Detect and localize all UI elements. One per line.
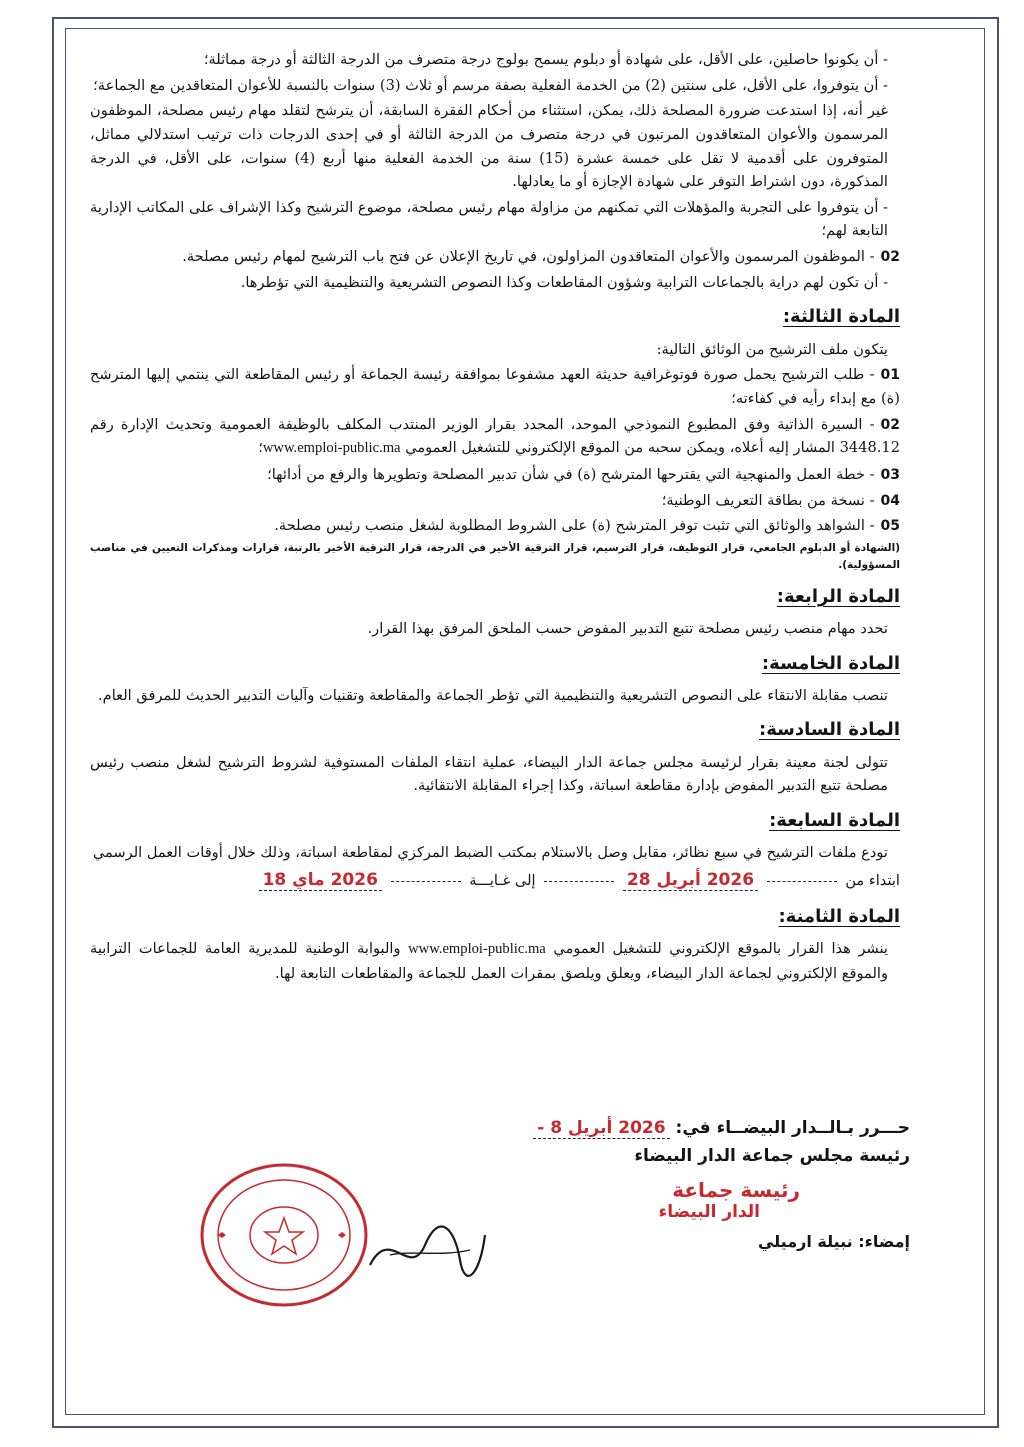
article-5-heading: المادة الخامسة: xyxy=(761,652,900,674)
dash-line xyxy=(391,880,461,882)
article-6-text: تتولى لجنة معينة بقرار لرئيسة مجلس جماعة الدار البيضاء، عملية انتقاء الملفات المستوفية لشروط الترشيح لشغل منصب رئيس مصلحة تتبع التدبير المفوض بإدارة مقاطعة اسباتة، وكذا إجراء المقابلة الانتقائية. xyxy=(90,753,888,795)
handwritten-city: الدار البيضاء xyxy=(658,1202,760,1222)
dash-line xyxy=(767,880,837,882)
item-number: 05 xyxy=(880,518,900,535)
article-6-heading: المادة السادسة: xyxy=(759,719,900,741)
handwritten-signature-icon xyxy=(360,1215,490,1285)
signatory-title: رئيسة مجلس جماعة الدار البيضاء xyxy=(634,1146,910,1166)
official-seal-icon xyxy=(198,1160,370,1310)
article-7-heading: المادة السابعة: xyxy=(769,809,900,831)
signing-place xyxy=(350,1118,910,1138)
item-end: ؛ xyxy=(258,439,263,457)
application-period xyxy=(90,867,900,895)
to-date: 2026 ماي 18 xyxy=(259,870,382,891)
condition-exception: غير أنه، إذا استدعت ضرورة المصلحة ذلك، يمكن، استثناء من أحكام الفقرة السابقة، أن يترشح لتقلد مهام رئيس مصلحة، الموظفون المرسمون والأعوان المتعاقدون المرتبون في درجة متصرف من الدرجة الثالثة أو في إحدى الدرجات ذات ترتيب استدلالي مماثل، المتوفرون على أقدمية لا تقل على خمسة عشرة (15) سنة من الخدمة الفعلية منها أربع (4) سنوات، على الأقل، في الدرجة المذكورة، دون اشتراط التوفر على شهادة الإجازة أو ما يعادلها. xyxy=(90,102,888,191)
item-number: 03 xyxy=(880,466,900,483)
article-4-heading: المادة الرابعة: xyxy=(776,585,900,607)
from-date: 2026 أبريل 28 xyxy=(623,870,758,891)
item-text: - طلب الترشيح يحمل صورة فوتوغرافية حديثة العهد مشفوعا بموافقة رئيسة الجماعة أو رئيس المقاطعة التي ينتمي إليها المترشح (ة) مع إبداء رأيه في كفاءته؛ xyxy=(90,366,900,407)
condition-diploma: - أن يكونوا حاصلين، على الأقل، على شهادة أو دبلوم يسمح بولوج درجة متصرف من الدرجة الثالثة أو درجة مماثلة؛ xyxy=(203,51,888,68)
article-3-intro: يتكون ملف الترشيح من الوثائق التالية: xyxy=(656,340,888,358)
article-8-heading: المادة الثامنة: xyxy=(778,906,900,928)
condition-knowledge: - أن تكون لهم دراية بالجماعات الترابية وشؤون المقاطعات وكذا النصوص التشريعية والتنظيمية التي تؤطرها. xyxy=(240,273,888,291)
to-label: إلى غـايـــة xyxy=(469,871,536,889)
item-number: 01 xyxy=(880,367,900,384)
document-item-03 xyxy=(90,463,900,487)
item-text: - خطة العمل والمنهجية التي يقترحها المترشح (ة) في شأن تدبير المصلحة وتطويرها والرفع من أدائها؛ xyxy=(267,465,875,483)
signatory-name: إمضاء: نبيلة ارميلي xyxy=(757,1232,910,1251)
emploi-public-link[interactable]: www.emploi-public.ma xyxy=(262,440,401,457)
document-item-04 xyxy=(90,489,900,513)
item-text: - نسخة من بطاقة التعريف الوطنية؛ xyxy=(661,491,875,509)
article-3-heading: المادة الثالثة: xyxy=(782,306,900,328)
condition-service: - أن يتوفروا، على الأقل، على سنتين (2) من الخدمة الفعلية بصفة مرسم أو ثلاث (3) سنوات بالنسبة للأعوان المتعاقدين مع الجماعة؛ xyxy=(93,76,888,94)
document-item-02 xyxy=(90,413,900,461)
documents-note: (الشهادة أو الدبلوم الجامعي، قرار التوظيف، قرار الترسيم، قرار الترقية الأخير في الدرجة، قرار الترقية الأخير بالرتبة، قرارات ومذكرات التعيين في مناصب المسؤولية). xyxy=(90,541,900,571)
article-4-text: تحدد مهام منصب رئيس مصلحة تتبع التدبير المفوض حسب الملحق المرفق بهذا القرار. xyxy=(367,620,888,638)
item-text: - الموظفون المرسمون والأعوان المتعاقدون المزاولون، في تاريخ الإعلان عن فتح باب الترشيح لمهام رئيس مصلحة. xyxy=(182,248,875,266)
item-number: 02 xyxy=(880,416,900,433)
article-8-text-b: والبوابة الوطنية للمديرية العامة للجماعات الترابية والموقع الإلكتروني لجماعة الدار البيضاء، ويعلق ويلصق بمقرات العمل للجماعة والمقاطعات التابعة لها. xyxy=(90,940,888,983)
eligibility-item-02 xyxy=(90,245,900,269)
item-number: 04 xyxy=(880,492,900,509)
dash-line xyxy=(544,880,614,882)
handwritten-title: رئيسة جماعة xyxy=(672,1178,800,1202)
item-text: - السيرة الذاتية وفق المطبوع النموذجي الموحد، المحدد بقرار الوزير المنتدب المكلف بالوظيفة العمومية وتحديث الإدارة رقم 3448.12 المشار إليه أعلاه، ويمكن سحبه من الموقع الإلكتروني للتشغيل العمومي xyxy=(90,415,900,457)
article-8-text xyxy=(90,937,900,985)
from-label: ابتداء من xyxy=(845,871,900,889)
item-text: - الشواهد والوثائق التي تثبت توفر المترشح (ة) على الشروط المطلوبة لشغل منصب رئيس مصلحة. xyxy=(274,517,875,535)
condition-experience: - أن يتوفروا على التجربة والمؤهلات التي تمكنهم من مزاولة مهام رئيس مصلحة، موضوع الترشيح وكذا الإشراف على المكاتب الإدارية التابعة لهم؛ xyxy=(90,198,888,240)
emploi-public-link[interactable]: www.emploi-public.ma xyxy=(408,941,546,958)
article-8-text-a: ينشر هذا القرار بالموقع الإلكتروني للتشغيل العمومي xyxy=(553,940,888,958)
document-item-05 xyxy=(90,514,900,538)
article-5-text: تنصب مقابلة الانتقاء على النصوص التشريعية والتنظيمية التي تؤطر الجماعة والمقاطعة وتقنيات وآليات التدبير الحديث للمرفق العام. xyxy=(98,686,888,704)
signing-place-label: حـــرر بـالــدار البيضــاء في: xyxy=(675,1118,910,1138)
document-body xyxy=(90,48,900,988)
article-7-text: تودع ملفات الترشيح في سبع نظائر، مقابل وصل بالاستلام بمكتب الضبط المركزي لمقاطعة اسباتة، وذلك خلال أوقات العمل الرسمي xyxy=(92,844,888,862)
signing-date: 2026 أبريل 8 - xyxy=(533,1118,669,1139)
item-number: 02 xyxy=(880,249,900,266)
document-item-01 xyxy=(90,363,900,410)
